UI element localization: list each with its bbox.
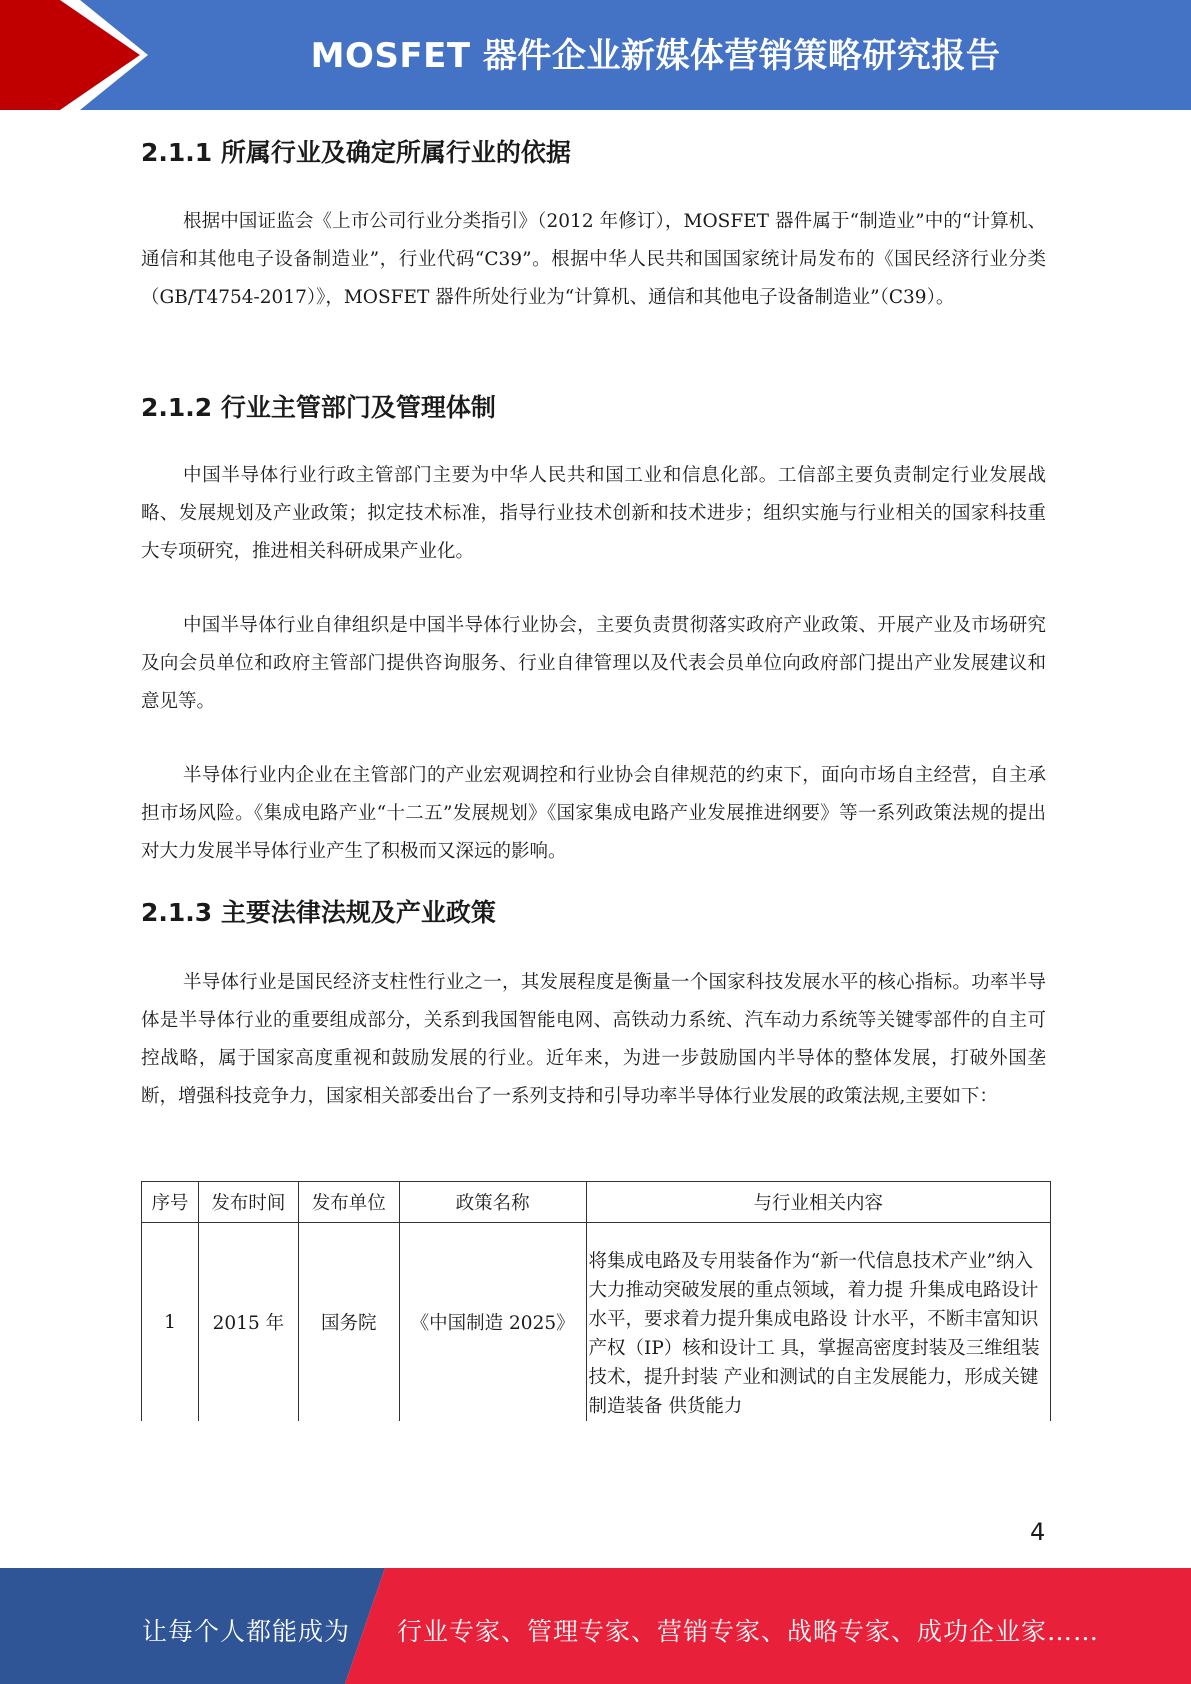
- section-paragraph: 中国半导体行业行政主管部门主要为中华人民共和国工业和信息化部。工信部主要负责制定行业发展战略、发展规划及产业政策；拟定技术标准，指导行业技术创新和技术进步；组织实施与行业相关的国家科技重大专项研究，推进相关科研成果产业化。: [141, 465, 1046, 562]
- page-header: [0, 0, 1191, 110]
- column-header: 政策名称: [399, 1182, 586, 1223]
- section-heading-2-1-1: 2.1.1 所属行业及确定所属行业的依据: [141, 138, 571, 167]
- page-footer: [0, 1568, 1191, 1684]
- cell-issuer: 国务院: [298, 1223, 399, 1422]
- cell-policy-name: 《中国制造 2025》: [399, 1223, 586, 1422]
- cell-number: 1: [142, 1223, 199, 1422]
- header-chevron-decoration: [0, 0, 150, 110]
- section-paragraph: 中国半导体行业自律组织是中国半导体行业协会，主要负责贯彻落实政府产业政策、开展产业及市场研究及向会员单位和政府主管部门提供咨询服务、行业自律管理以及代表会员单位向政府部门提出产业发展建议和意见等。: [141, 615, 1046, 712]
- policy-table: [141, 1181, 1051, 1421]
- section-heading-2-1-3: 2.1.3 主要法律法规及产业政策: [141, 898, 496, 927]
- column-header: 序号: [142, 1182, 199, 1223]
- column-header: 发布单位: [298, 1182, 399, 1223]
- page-number: 4: [1030, 1518, 1046, 1546]
- section-paragraph: 根据中国证监会《上市公司行业分类指引》（2012 年修订），MOSFET 器件属于“制造业”中的“计算机、通信和其他电子设备制造业”，行业代码“C39”。根据中华人民共和国国家统计局发布的《国民经济行业分类（GB/T4754-2017）》，MOSFET 器件所处行业为“计算机、通信和其他电子设备制造业”（C39）。: [141, 211, 1046, 308]
- cell-related-content: 将集成电路及专用装备作为“新一代信息技术产业”纳入大力推动突破发展的重点领域，着力提 升集成电路设计水平，要求着力提升集成电路设 计水平，不断丰富知识产权（IP）核和设计工 具，掌握高密度封装及三维组装技术，提升封装 产业和测试的自主发展能力，形成关键制造装备 供货能力: [586, 1223, 1050, 1422]
- table-row: [142, 1223, 1051, 1422]
- footer-slogan-right: 行业专家、管理专家、营销专家、战略专家、成功企业家……: [397, 1617, 1100, 1646]
- cell-date: 2015 年: [198, 1223, 298, 1422]
- section-paragraph: 半导体行业内企业在主管部门的产业宏观调控和行业协会自律规范的约束下，面向市场自主经营，自主承担市场风险。《集成电路产业“十二五”发展规划》《国家集成电路产业发展推进纲要》等一系列政策法规的提出对大力发展半导体行业产生了积极而又深远的影响。: [141, 765, 1046, 862]
- footer-slogan-left: 让每个人都能成为: [142, 1617, 351, 1646]
- section-heading-2-1-2: 2.1.2 行业主管部门及管理体制: [141, 393, 496, 422]
- report-title: MOSFET 器件企业新媒体营销策略研究报告: [310, 36, 1001, 76]
- column-header: 发布时间: [198, 1182, 298, 1223]
- section-paragraph: 半导体行业是国民经济支柱性行业之一，其发展程度是衡量一个国家科技发展水平的核心指标。功率半导体是半导体行业的重要组成部分，关系到我国智能电网、高铁动力系统、汽车动力系统等关键零部件的自主可控战略，属于国家高度重视和鼓励发展的行业。近年来，为进一步鼓励国内半导体的整体发展，打破外国垄断，增强科技竞争力，国家相关部委出台了一系列支持和引导功率半导体行业发展的政策法规,主要如下：: [141, 972, 1046, 1107]
- column-header: 与行业相关内容: [586, 1182, 1050, 1223]
- table-header-row: [142, 1182, 1051, 1223]
